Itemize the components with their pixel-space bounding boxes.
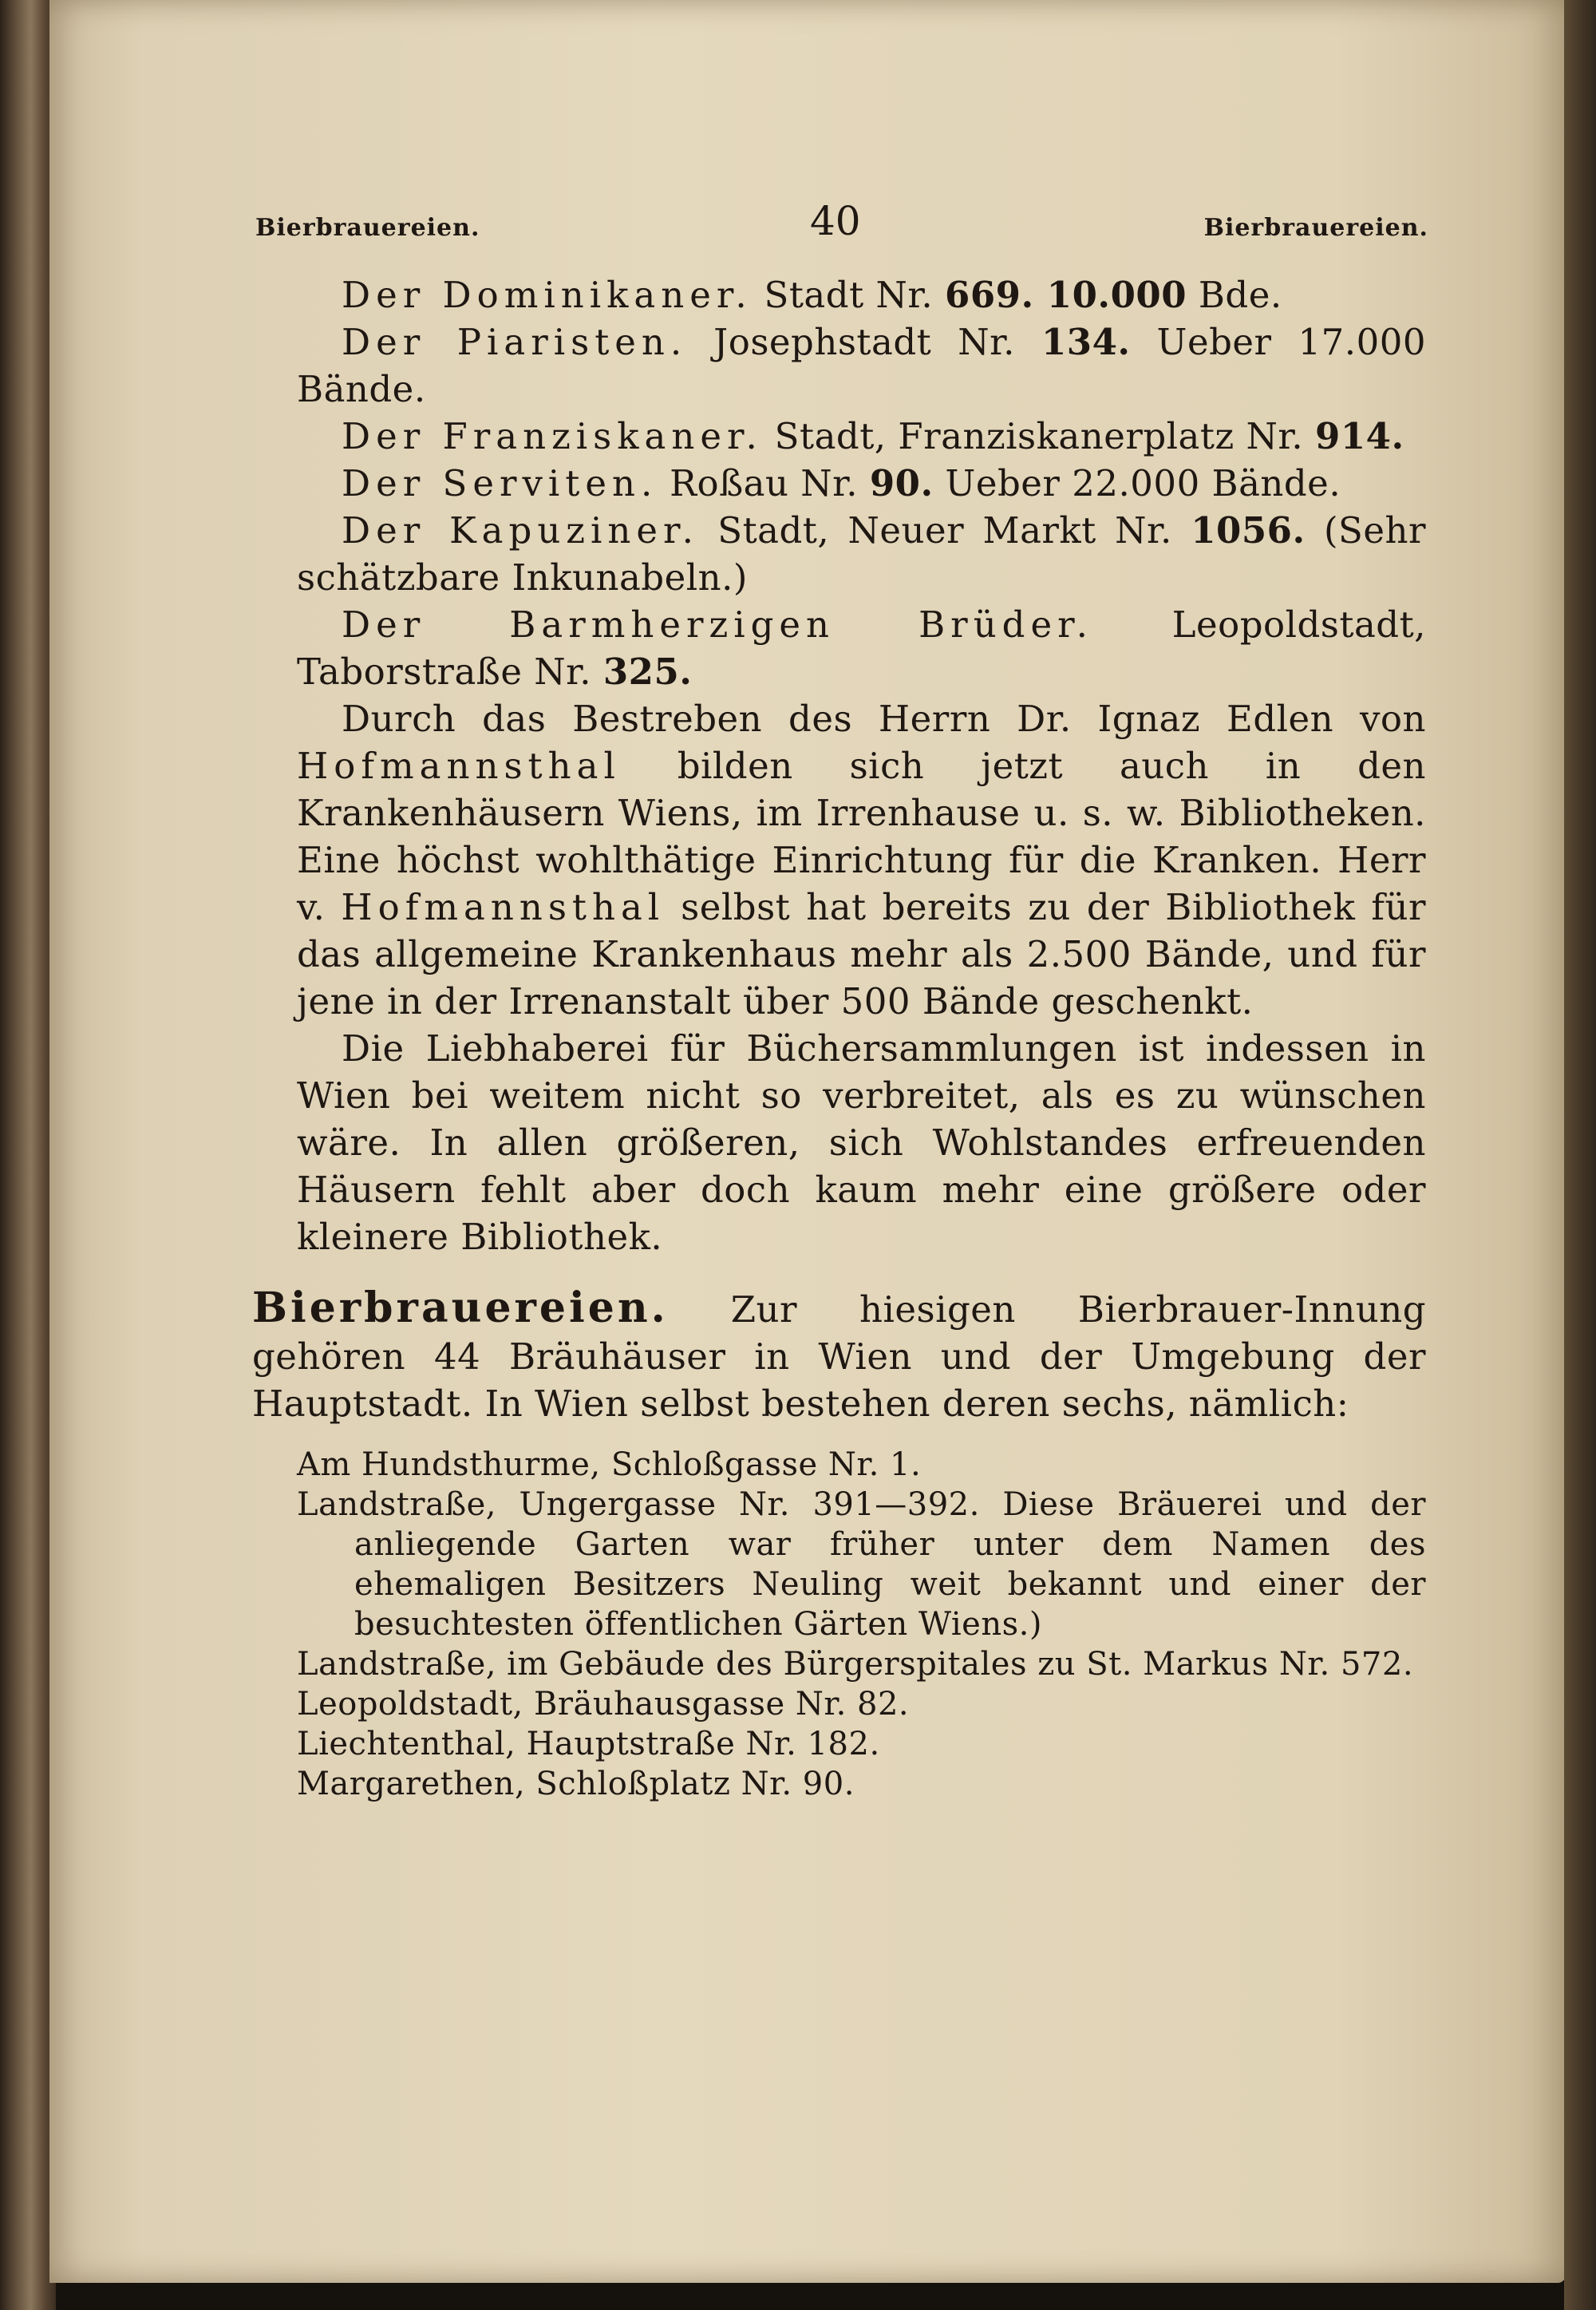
list-item: Leopoldstadt, Bräuhausgasse Nr. 82. — [297, 1686, 910, 1723]
list-item: Am Hundsthurme, Schloßgasse Nr. 1. — [297, 1446, 922, 1483]
list-item: Liechtenthal, Hauptstraße Nr. 182. — [297, 1726, 880, 1762]
library-number: 669. 10.000 — [945, 274, 1187, 316]
library-address: Leopoldstadt, Taborstraße Nr. — [297, 603, 1426, 693]
section-bierbrauereien — [252, 1284, 1426, 1427]
running-head-right: Bierbrauereien. — [1203, 214, 1428, 242]
list-item: Landstraße, Ungergasse Nr. 391—392. Diese Bräuerei und der anliegende Garten war früher unter dem Namen des ehemaligen Besitzers Neuling weit bekannt und einer der besuchtesten öffentlichen Gärten Wiens.) — [297, 1486, 1426, 1643]
section-intro: Zur hiesigen Bierbrauer-Innung gehören 44 Bräuhäuser in Wien und der Umgebung der Hauptstadt. In Wien selbst bestehen deren sechs, nämlich: — [252, 1288, 1426, 1425]
library-name: Der Franziskaner. — [342, 415, 763, 457]
library-name: Der Barmherzigen Brüder. — [342, 603, 1093, 646]
library-entry — [297, 318, 1426, 413]
paragraph-text: bilden sich jetzt auch in den Krankenhäusern Wiens, im Irrenhause u. s. w. Bibliotheken. Eine höchst wohlthätige Einrichtung für die Kranken. Herr v. — [297, 745, 1426, 928]
person-name: Hofmannsthal — [341, 886, 666, 928]
library-number: 914. — [1315, 415, 1404, 457]
library-note: Bde. — [1187, 274, 1282, 316]
library-name: Der Dominikaner. — [342, 274, 753, 316]
page-header — [255, 198, 1428, 262]
library-address: Stadt, Franziskanerplatz Nr. — [762, 415, 1316, 457]
library-note: (Sehr schätzbare Inkunabeln.) — [297, 509, 1426, 599]
library-entry — [297, 601, 1426, 695]
library-entry — [297, 460, 1426, 507]
list-item: Margarethen, Schloßplatz Nr. 90. — [297, 1766, 855, 1802]
paragraph-hospital-libraries — [297, 695, 1426, 1025]
running-head-left: Bierbrauereien. — [255, 214, 480, 242]
person-name: Hofmannsthal — [297, 745, 621, 787]
list-item: Landstraße, im Gebäude des Bürgerspitales zu St. Markus Nr. 572. — [297, 1646, 1414, 1683]
library-address: Stadt Nr. — [752, 274, 946, 316]
section-heading: Bierbrauereien. — [252, 1284, 669, 1332]
library-entry — [297, 271, 1426, 318]
page-number: 40 — [810, 198, 861, 244]
library-number: 325. — [602, 651, 693, 693]
library-address: Roßau Nr. — [658, 462, 870, 504]
library-number: 134. — [1041, 321, 1131, 363]
paragraph-text: Durch das Bestreben des Herrn Dr. Ignaz Edlen von — [342, 698, 1426, 740]
library-name: Der Piaristen. — [342, 321, 688, 363]
brewery-list — [297, 1445, 1426, 1804]
library-number: 90. — [869, 462, 934, 504]
library-address: Josephstadt Nr. — [687, 321, 1041, 363]
library-address: Stadt, Neuer Markt Nr. — [698, 509, 1191, 552]
library-number: 1056. — [1191, 509, 1306, 552]
paragraph-text: selbst hat bereits zu der Bibliothek für das allgemeine Krankenhaus mehr als 2.500 Bände, und für jene in der Irrenanstalt über 500 Bände geschenkt. — [297, 886, 1426, 1022]
library-note: Ueber 17.000 Bände. — [297, 321, 1426, 410]
library-entry — [297, 507, 1426, 601]
library-name: Der Kapuziner. — [342, 509, 699, 552]
library-note: Ueber 22.000 Bände. — [933, 462, 1341, 504]
book-spine — [0, 0, 56, 2310]
page-body — [252, 271, 1426, 1804]
library-name: Der Serviten. — [342, 462, 658, 504]
paragraph-private-collections: Die Liebhaberei für Büchersammlungen ist indessen in Wien bei weitem nicht so verbreitet, als es zu wünschen wäre. In allen größeren, sich Wohlstandes erfreuenden Häusern fehlt aber doch kaum mehr eine größere oder kleinere Bibliothek. — [297, 1027, 1426, 1258]
page-edge — [1564, 0, 1596, 2310]
library-entry — [297, 413, 1426, 460]
